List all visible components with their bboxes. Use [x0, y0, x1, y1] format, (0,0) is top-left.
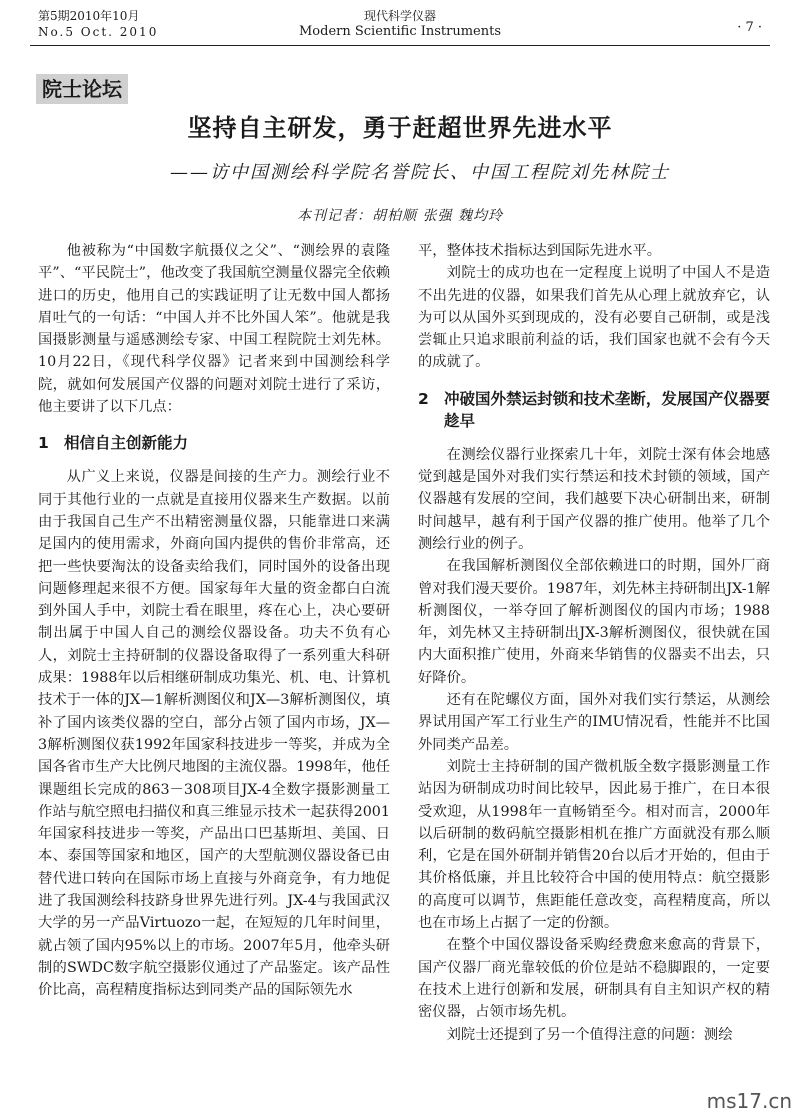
body-paragraph: 还有在陀螺仪方面，国外对我们实行禁运，从测绘界试用国产军工行业生产的IMU情况看，性能并不比国外同类产品差。 — [418, 692, 770, 753]
watermark: ms17.cn — [706, 1089, 792, 1113]
header-journal — [0, 8, 800, 40]
article-subtitle: ——访中国测绘科学院名誉院长、中国工程院刘先林院士 — [170, 162, 670, 183]
body-paragraph: 刘院士还提到了另一个值得注意的问题：测绘 — [446, 1026, 733, 1043]
header-journal-cn: 现代科学仪器 — [363, 9, 436, 23]
section-heading-1 — [38, 432, 390, 454]
continued-paragraph: 平，整体技术指标达到国际先进水平。 — [418, 243, 662, 259]
body-paragraph: 在测绘仪器行业探索几十年，刘院士深有体会地感觉到越是国外对我们实行禁运和技术封锁的领域，国产仪器越有发展的空间，我们越要下决心研制出来，研制时间越早，越有利于国产仪器的推广使用。他举了几个测绘行业的例子。 — [418, 446, 770, 552]
body-paragraph: 从广义上来说，仪器是间接的生产力。测绘行业不同于其他行业的一点就是直接用仪器来生产数据。以前由于我国自己生产不出精密测量仪器，只能靠进口来满足国内的使用需求，外商向国内提供的售价非常高，还把一些快要淘汰的设备卖给我们，同时国外的设备出现问题修理起来很不方便。国家每年大量的资金都白白流到外国人手中，刘院士看在眼里，疼在心上，决心要研制出属于中国人自己的测绘仪器设备。功夫不负有心人，刘院士主持研制的仪器设备取得了一系列重大科研成果：1988年以后相继研制成功集光、机、电、计算机技术于一体的JX—1解析测图仪和JX—3解析测图仪，填补了国内该类仪器的空白，部分占领了国内市场，JX—3解析测图仪获1992年国家科技进步一等奖，并成为全国各省市生产大比例尺地图的主流仪器。1998年，他任课题组长完成的863－308项目JX-4全数字摄影测量工作站与航空照电扫描仪和真三维显示技术一起获得2001年国家科技进步一等奖，产品出口巴基斯坦、美国、日本、泰国等国家和地区，国产的大型航测仪器设备已由替代进口转向在国际市场上直接与外商竞争，有力地促进了我国测绘科技跻身世界先进行列。JX-4与我国武汉大学的另一产品Virtuozo一起，在短短的几年时间里，就占领了国内95%以上的市场。2007年5月，他牵头研制的SWDC数字航空摄影仪通过了产品鉴定。该产品性价比高，高程精度指标达到同类产品的国际领先水 — [38, 469, 390, 999]
header-journal-en: Modern Scientific Instruments — [298, 24, 502, 39]
article-title: 坚持自主研发，勇于赶超世界先进水平 — [187, 113, 613, 142]
body-paragraph: 刘院士主持研制的国产微机版全数字摄影测量工作站因为研制成功时间比较早，因此易于推广，在日本很受欢迎，从1998年一直畅销至今。相对而言，2000年以后研制的数码航空摄影相机在推广方面就没有那么顺利，它是在国外研制并销售20台以后才开始的，但由于其价格低廉，并且比较符合中国的使用特点：航空摄影的高度可以调节，焦距能任意改变，高程精度高，所以也在市场上占据了一定的份额。 — [418, 758, 770, 932]
left-column — [38, 240, 390, 1002]
article-authors: 本刊记者：胡柏顺 张强 魏均玲 — [297, 208, 503, 224]
intro-paragraph: 他被称为“中国数字航摄仪之父”、“测绘界的袁隆平”、“平民院士”，他改变了我国航空测量仪器完全依赖进口的历史，他用自己的实践证明了让无数中国人都扬眉吐气的一句话：“中国人并不比外国人笨”。他就是我国摄影测量与遥感测绘专家、中国工程院院士刘先林。10月22日，《现代科学仪器》记者来到中国测绘科学院，就如何发展国产仪器的问题对刘院士进行了采访，他主要讲了以下几点： — [38, 243, 390, 416]
page-number: · 7 · — [737, 20, 762, 35]
header-divider — [30, 45, 770, 46]
header-issue-cn: 第5期2010年10月 — [38, 9, 140, 23]
section-number: 1 — [38, 434, 49, 453]
section-title: 相信自主创新能力 — [64, 434, 189, 453]
right-column — [418, 240, 770, 1046]
header-issue-en: No.5 Oct. 2010 — [38, 25, 159, 39]
body-paragraph: 在整个中国仪器设备采购经费愈来愈高的背景下，国产仪器厂商光靠较低的价位是站不稳脚跟的，一定要在技术上进行创新和发展，研制具有自主知识产权的精密仪器，占领市场先机。 — [418, 937, 770, 1021]
section-heading-2 — [418, 388, 770, 432]
body-paragraph: 在我国解析测图仪全部依赖进口的时期，国外厂商曾对我们漫天要价。1987年，刘先林主持研制出JX-1解析测图仪，一举夺回了解析测图仪的国内市场；1988年，刘先林又主持研制出JX-3解析测图仪，很快就在国内大面积推广使用，外商来华销售的仪器卖不出去，只好降价。 — [418, 558, 770, 686]
section-tag: 院士论坛 — [36, 74, 128, 104]
body-paragraph: 刘院士的成功也在一定程度上说明了中国人不是造不出先进的仪器，如果我们首先从心理上就放弃它，认为可以从国外买到现成的，没有必要自己研制，或是浅尝辄止只追求眼前利益的话，我们国家也就不会有今天的成就了。 — [418, 265, 770, 371]
section-title: 冲破国外禁运封锁和技术垄断，发展国产仪器要趁早 — [444, 389, 770, 430]
section-number: 2 — [418, 389, 429, 408]
